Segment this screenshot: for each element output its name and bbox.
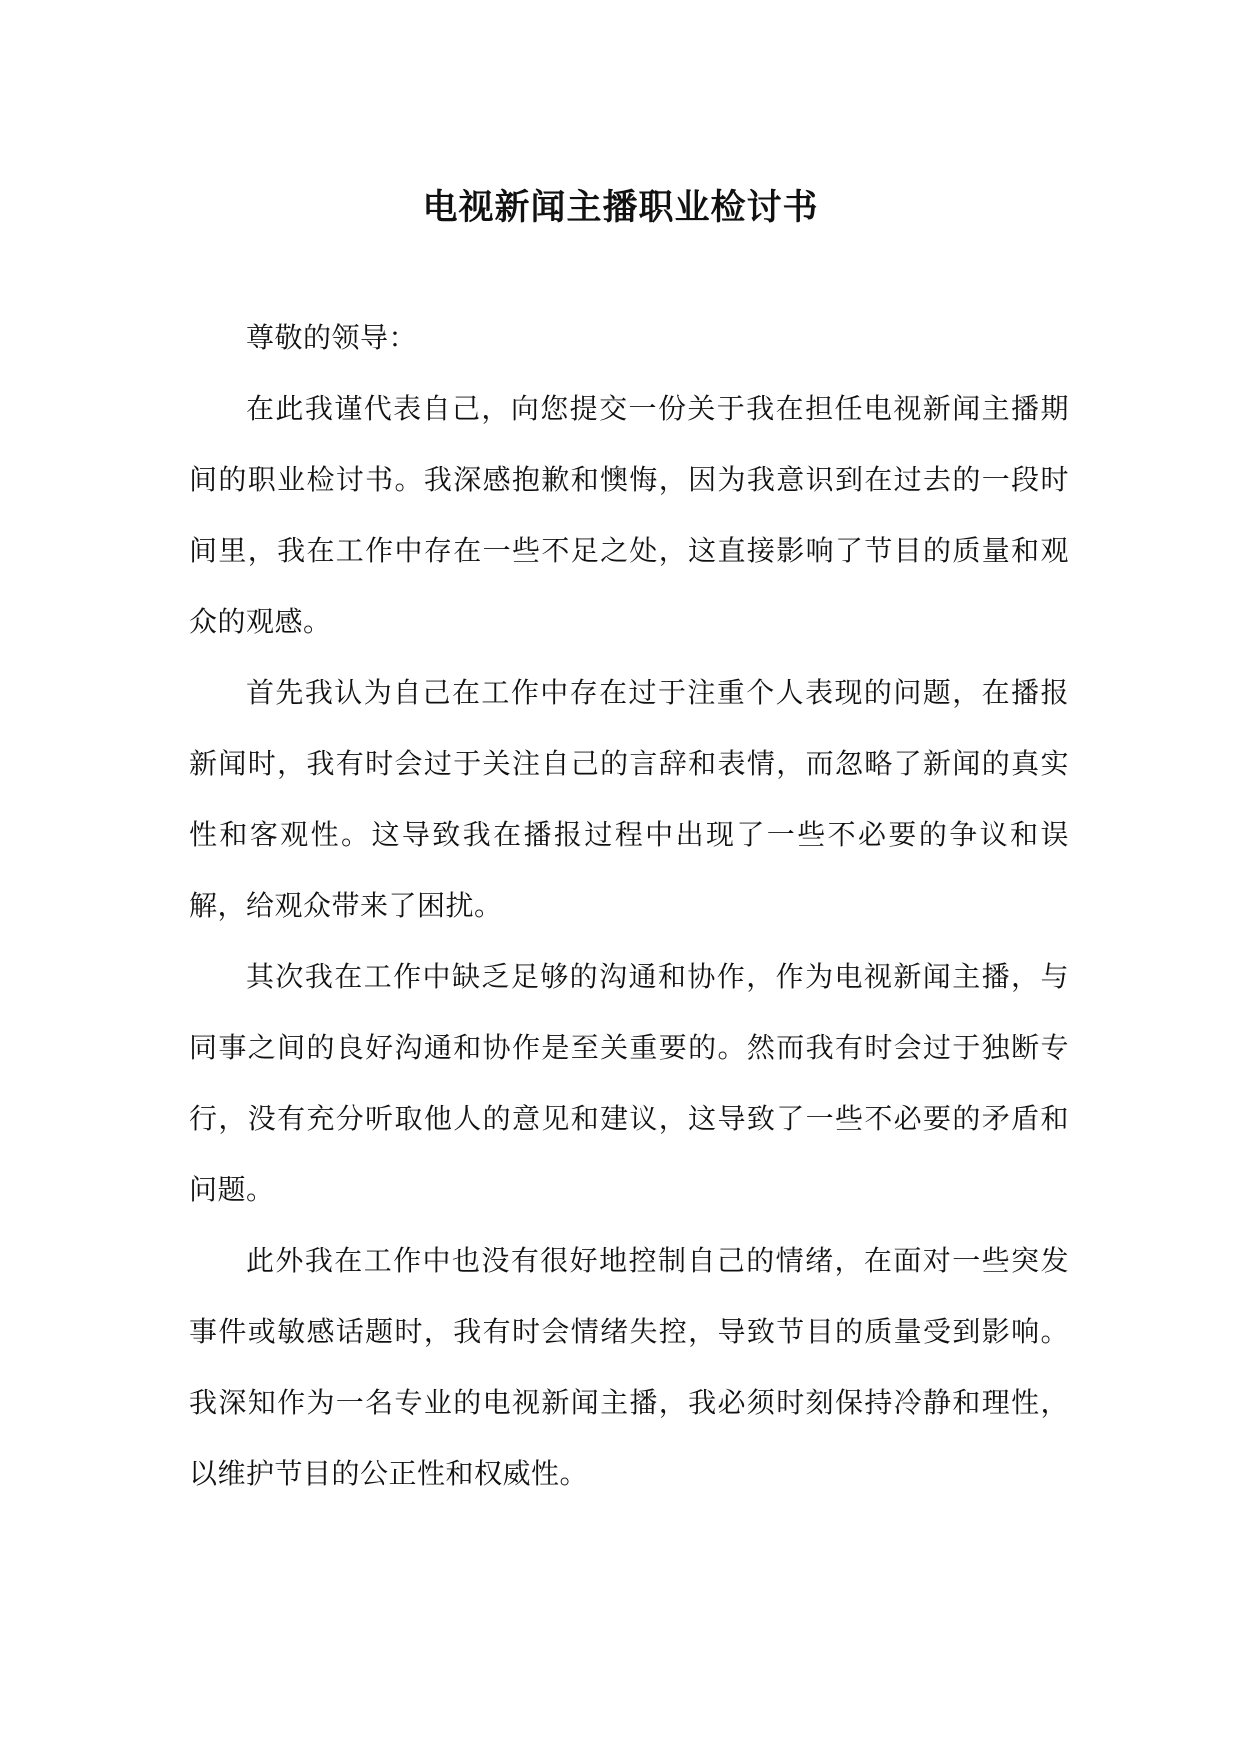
- salutation: 尊敬的领导：: [246, 321, 418, 354]
- paragraph-first-issue: 首先我认为自己在工作中存在过于注重个人表现的问题，在播报新闻时，我有时会过于关注自己的言辞和表情，而忽略了新闻的真实性和客观性。这导致我在播报过程中出现了一些不必要的争议和误解，给观众带来了困扰。: [189, 676, 1069, 922]
- paragraph-third-issue: 此外我在工作中也没有很好地控制自己的情绪，在面对一些突发事件或敏感话题时，我有时会情绪失控，导致节目的质量受到影响。我深知作为一名专业的电视新闻主播，我必须时刻保持冷静和理性，以维护节目的公正性和权威性。: [189, 1244, 1069, 1490]
- document-title: 电视新闻主播职业检讨书: [422, 187, 819, 228]
- document-body: [189, 302, 1069, 1509]
- paragraph-introduction: 在此我谨代表自己，向您提交一份关于我在担任电视新闻主播期间的职业检讨书。我深感抱歉和懊悔，因为我意识到在过去的一段时间里，我在工作中存在一些不足之处，这直接影响了节目的质量和观众的观感。: [189, 392, 1069, 638]
- paragraph-second-issue: 其次我在工作中缺乏足够的沟通和协作，作为电视新闻主播，与同事之间的良好沟通和协作是至关重要的。然而我有时会过于独断专行，没有充分听取他人的意见和建议，这导致了一些不必要的矛盾和问题。: [189, 960, 1069, 1206]
